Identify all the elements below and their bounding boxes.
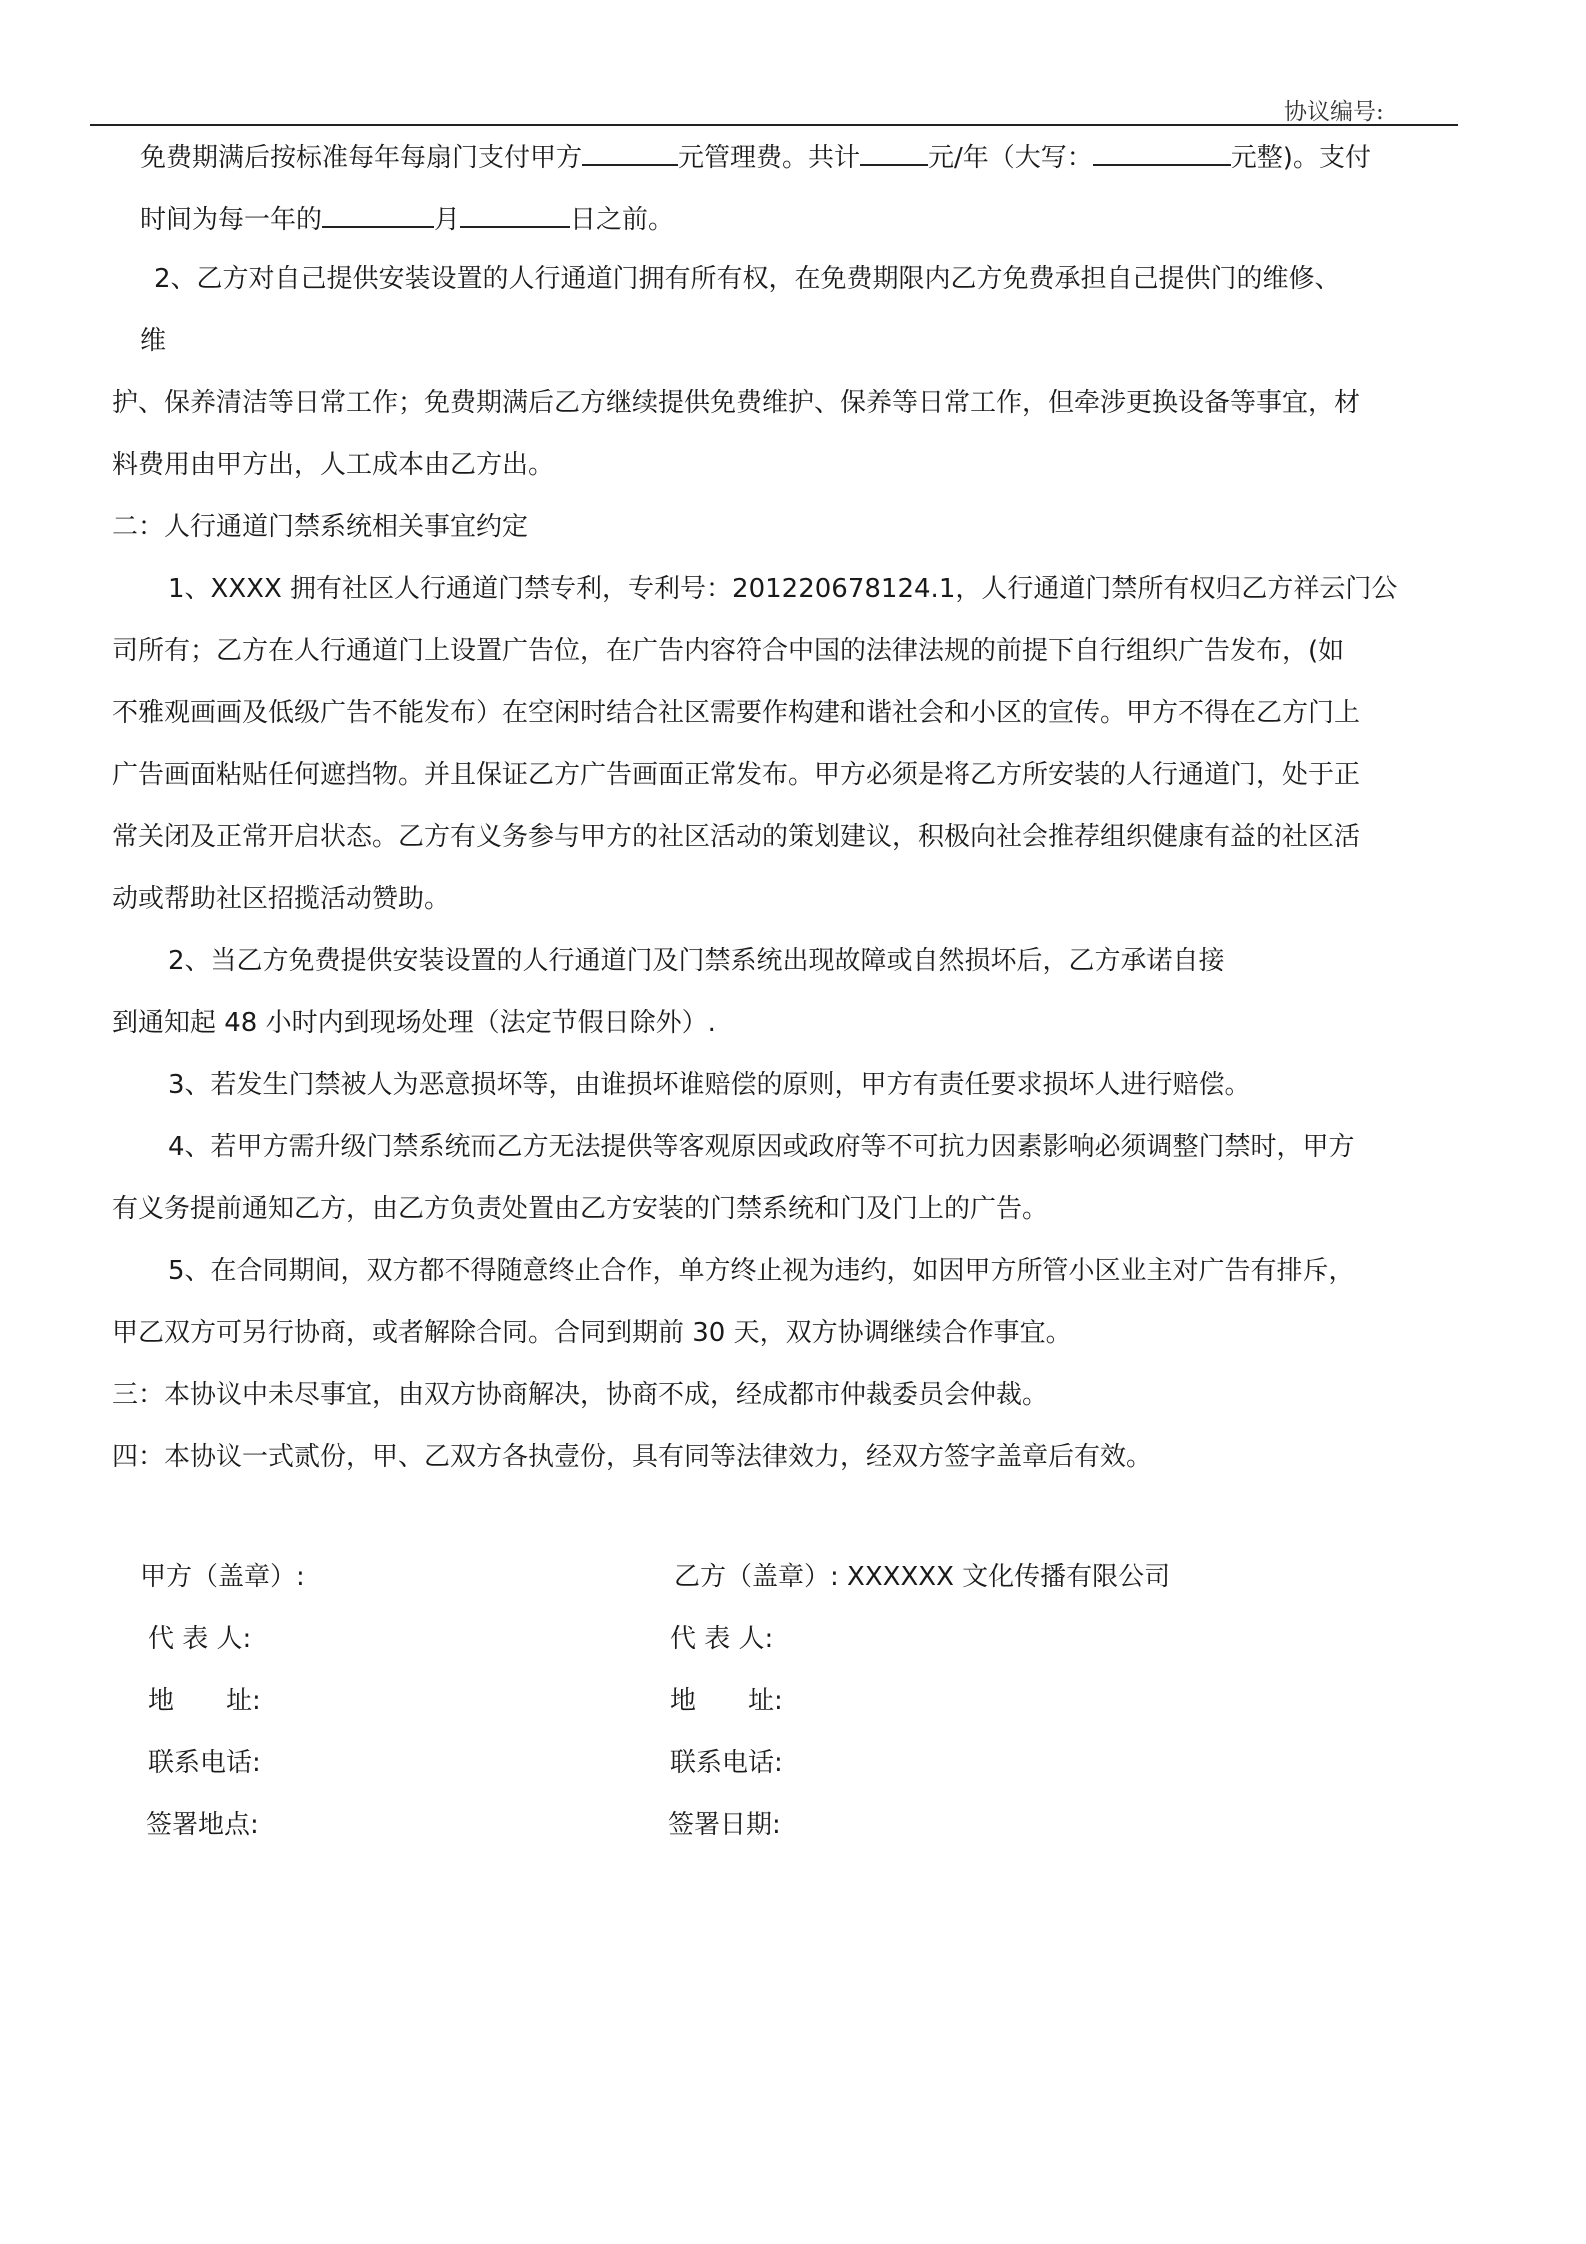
header-divider	[90, 124, 1458, 126]
fee-line	[140, 138, 1371, 175]
fee-text-4: 元整)。支付	[1230, 143, 1371, 173]
party-b-sign-date-label: 签署日期:	[668, 1810, 781, 1840]
clause-line: 常关闭及正常开启状态。乙方有义务参与甲方的社区活动的策划建议，积极向社会推荐组织健康有益的社区活	[112, 822, 1361, 852]
clause-line: 广告画面粘贴任何遮挡物。并且保证乙方广告画面正常发布。甲方必须是将乙方所安装的人行通道门，处于正	[112, 760, 1361, 790]
party-b-address-label: 地 址:	[670, 1686, 783, 1716]
fee-text-3: 元/年（大写：	[928, 143, 1093, 173]
payment-text-2: 月	[434, 205, 461, 235]
party-a-representative-label: 代 表 人:	[148, 1624, 252, 1654]
clause-line: 3、若发生门禁被人为恶意损坏等，由谁损坏谁赔偿的原则，甲方有责任要求损坏人进行赔偿。	[168, 1070, 1251, 1100]
clause-line: 有义务提前通知乙方，由乙方负责处置由乙方安装的门禁系统和门及门上的广告。	[112, 1194, 1049, 1224]
clause-line: 动或帮助社区招揽活动赞助。	[112, 884, 451, 914]
section-heading: 三：本协议中未尽事宜，由双方协商解决，协商不成，经成都市仲裁委员会仲裁。	[112, 1380, 1049, 1410]
party-a-phone-label: 联系电话:	[148, 1748, 261, 1778]
section-heading: 二：人行通道门禁系统相关事宜约定	[112, 512, 529, 542]
payment-blank-month[interactable]	[322, 200, 434, 228]
party-a-address-label: 地 址:	[148, 1686, 261, 1716]
clause-line: 5、在合同期间，双方都不得随意终止合作，单方终止视为违约，如因甲方所管小区业主对广告有排斥，	[168, 1256, 1355, 1286]
fee-blank-amount[interactable]	[582, 138, 678, 166]
clause-line: 护、保养清洁等日常工作；免费期满后乙方继续提供免费维护、保养等日常工作，但牵涉更换设备等事宜，材	[112, 388, 1361, 418]
clause-line: 不雅观画画及低级广告不能发布）在空闲时结合社区需要作构建和谐社会和小区的宣传。甲方不得在乙方门上	[112, 698, 1361, 728]
party-b-seal-label: 乙方（盖章）: XXXXXX 文化传播有限公司	[674, 1562, 1171, 1592]
party-a-seal-label: 甲方（盖章）:	[140, 1562, 305, 1592]
clause-line: 甲乙双方可另行协商，或者解除合同。合同到期前 30 天，双方协调继续合作事宜。	[112, 1318, 1072, 1348]
clause-line: 司所有；乙方在人行通道门上设置广告位，在广告内容符合中国的法律法规的前提下自行组织广告发布，(如	[112, 636, 1345, 666]
clause-line: 到通知起 48 小时内到现场处理（法定节假日除外）.	[112, 1008, 716, 1038]
payment-time-line	[140, 200, 674, 237]
clause-line: 维	[140, 326, 167, 356]
payment-text-3: 日之前。	[570, 205, 675, 235]
party-a-sign-place-label: 签署地点:	[146, 1810, 259, 1840]
clause-line: 2、乙方对自己提供安装设置的人行通道门拥有所有权，在免费期限内乙方免费承担自己提供门的维修、	[154, 264, 1341, 294]
clause-line: 1、XXXX 拥有社区人行通道门禁专利，专利号：201220678124.1，人行通道门禁所有权归乙方祥云门公	[168, 574, 1398, 604]
fee-text-1: 免费期满后按标准每年每扇门支付甲方	[140, 143, 583, 173]
party-b-representative-label: 代 表 人:	[670, 1624, 774, 1654]
clause-line: 4、若甲方需升级门禁系统而乙方无法提供等客观原因或政府等不可抗力因素影响必须调整门禁时，甲方	[168, 1132, 1355, 1162]
payment-blank-day[interactable]	[460, 200, 570, 228]
party-b-phone-label: 联系电话:	[670, 1748, 783, 1778]
fee-blank-total[interactable]	[860, 138, 928, 166]
clause-line: 料费用由甲方出，人工成本由乙方出。	[112, 450, 555, 480]
clause-line: 2、当乙方免费提供安装设置的人行通道门及门禁系统出现故障或自然损坏后，乙方承诺自接	[168, 946, 1225, 976]
fee-blank-uppercase[interactable]	[1093, 138, 1231, 166]
fee-text-2: 元管理费。共计	[678, 143, 861, 173]
section-heading: 四：本协议一式贰份，甲、乙双方各执壹份，具有同等法律效力，经双方签字盖章后有效。	[112, 1442, 1153, 1472]
agreement-number-label: 协议编号:	[1284, 99, 1384, 125]
payment-text-1: 时间为每一年的	[140, 205, 323, 235]
